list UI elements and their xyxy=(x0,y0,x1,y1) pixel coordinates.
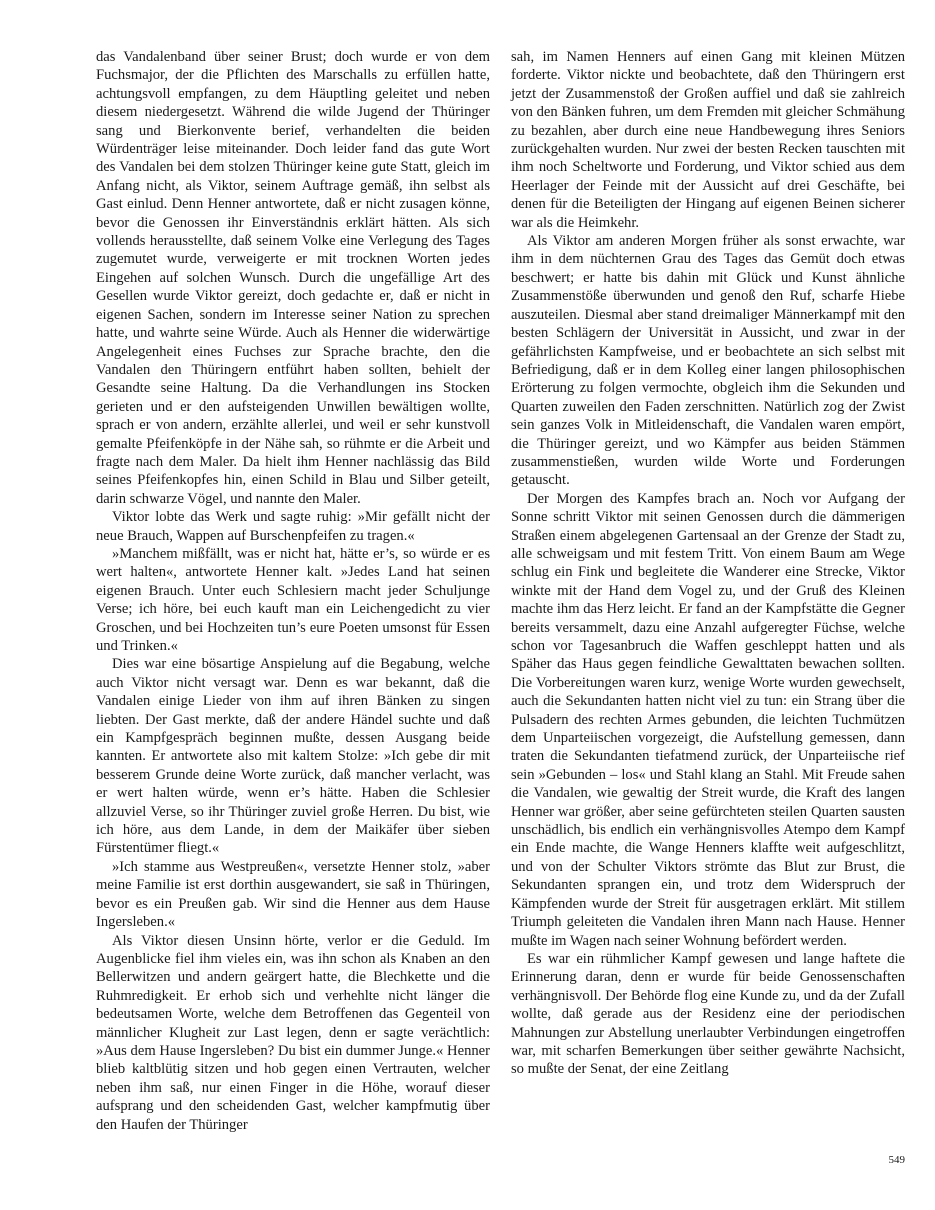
paragraph: Dies war eine bösartige Anspielung auf die Begabung, welche auch Viktor nicht versagt war. Denn es war bekannt, daß die Vandalen einige Lieder von ihm auf ihren Bänken zu singen liebten. Der Gast merkte, daß der andere Händel suchte und daß ein Kampfgespräch beginnen mußte, dessen Ausgang beide kannten. Er antwortete also mit kaltem Stolze: »Ich gebe dir mit besserem Grunde deine Worte zurück, daß mancher verlacht, was er wert halten würde, wenn er’s hätte. Haben die Schlesier allzuviel Verse, so ihr Thüringer zuviel große Herren. Du bist, wie ich höre, aus dem Lande, in dem der Maikäfer über sieben Fürstentümer fliegt.« xyxy=(96,656,490,857)
left-text-column xyxy=(96,48,490,1134)
paragraph: das Vandalenband über seiner Brust; doch wurde er von dem Fuchsmajor, der die Pflichten des Marschalls zu erfüllen hatte, achtungsvoll empfangen, zu dem Häuptling geleitet und neben diesem niedergesetzt. Während die wilde Jugend der Thüringer sang und Bierkonvente berief, verhandelten die beiden Würdenträger leise miteinander. Doch leider fand das gute Wort des Vandalen bei dem stolzen Thüringer keine gute Statt, gleich im Anfang nicht, als Viktor, seinem Auftrage gemäß, ihn selbst als Gast einlud. Denn Henner antwortete, daß er nicht zusagen könne, bevor die Genossen ihr Einverständnis erklärt hätten. Als sich vollends herausstellte, daß seinem Volke eine Verlegung des Tages zugemutet wurde, verweigerte er mit trocknen Worten jedes Eingehen auf solchen Wunsch. Durch die ungefällige Art des Gesellen wurde Viktor gereizt, doch gedachte er, daß er nicht in eigenen Sachen, sondern im Interesse seiner Nation zu sprechen hatte, und wahrte seine Würde. Auch als Henner die widerwärtige Angelegenheit eines Fuchses zur Sprache brachte, den die Vandalen den Thüringern entführt haben sollten, behielt der Gesandte seine Haltung. Da die Verhandlungen ins Stocken gerieten und er den aufsteigenden Unwillen bewältigen wollte, sprach er von andern, erzählte allerlei, und weil er sehr kunstvoll gemalte Pfeifenköpfe in der Nähe sah, so rühmte er die Arbeit und fragte nach dem Maler. Da hielt ihm Henner nachlässig das Bild seines Pfeifenkopfes hin, einen Schild in Blau und Silber geteilt, darin schwarze Vögel, und nannte den Maler. xyxy=(96,49,490,507)
paragraph: Als Viktor am anderen Morgen früher als sonst erwachte, war ihm in dem nüchternen Grau des Tages das Gemüt doch etwas beschwert; er hatte bis dahin mit Glück und Kunst ähnliche Zusammenstöße überwunden und genoß den Ruf, scharfe Hiebe auszuteilen. Diesmal aber stand dreimaliger Männerkampf mit den besten Schlägern der Universität in Aussicht, und zwar in der gefährlichsten Kampfweise, und er beobachtete an sich selbst mit Befriedigung, daß er in dem Kolleg einer langen philosophischen Erörterung zu folgen vermochte, obgleich ihm die Sekunden und Quarten zuweilen den Faden zerschnitten. Natürlich zog der Zwist sein ganzes Volk in Mitleidenschaft, die Vandalen waren empört, die Thüringer gereizt, und wo Kämpfer aus beiden Stämmen zusammenstießen, wurden wilde Worte und Forderungen getauscht. xyxy=(511,233,905,489)
paragraph: Der Morgen des Kampfes brach an. Noch vor Aufgang der Sonne schritt Viktor mit seinen Genossen durch die dämmerigen Straßen einem abgelegenen Gartensaal an der Grenze der Stadt zu, alle schweigsam und mit festem Tritt. Von einem Baum am Wege schlug ein Fink und begleitete die Wanderer eine Strecke, Viktor winkte mit der Hand dem Vogel zu, und der Gruß des Kleinen machte ihm das Herz leicht. Er fand an der Kampfstätte die Gegner bereits versammelt, dazu eine Anzahl aufgeregter Füchse, welche schon vor Tagesanbruch die Waffen geschleppt hatten und als Späher das Haus gegen feindliche Gewalttaten bewachen sollten. Die Vorbereitungen waren kurz, wenige Worte wurden gewechselt, auch die Sekundanten hatten nicht viel zu tun: ein Strang über die Pulsadern des rechten Armes gebunden, die leichten Tuchmützen dem Unparteiischen vorgezeigt, die Aufstellung gemessen, dann traten die Sekundanten tiefatmend zurück, der Unparteiische rief sein »Gebunden – los« und Stahl klang an Stahl. Mit Freude sahen die Vandalen, wie gewaltig der Streit wurde, die Kraft des langen Henner war größer, aber seine gefürchteten steilen Quarten sausten unschädlich, bis endlich ein verhängnisvolles Atempo dem Kampf ein Ende machte, die Wange Henners klaffte weit aufgeschlitzt, und von der Schulter Viktors strömte das Blut zur Brust, die Sekundanten sprangen ein, und trotz dem Widerspruch der Kämpfenden wurde der Streit für ausgetragen erklärt. Mit stillem Triumph geleiteten die Vandalen ihren Mann nach Hause. Henner mußte im Wagen nach seiner Wohnung befördert werden. xyxy=(511,490,905,949)
page-number: 549 xyxy=(888,1154,905,1166)
paragraph: Als Viktor diesen Unsinn hörte, verlor er die Geduld. Im Augenblicke fiel ihm vieles ein, was ihn schon als Knaben an den Bellerwitzen und andern geärgert hatte, die Blechkette und die Ruhmredigkeit. Er erhob sich und verhehlte nicht länger die bedeutsamen Worte, welche dem Betroffenen das Gegenteil von männlicher Klugheit zur Last legen, denn er sagte verächtlich: »Aus dem Hause Ingersleben? Du bist ein dummer Junge.« Henner blieb kaltblütig sitzen und hob gegen einen Vertrauten, welcher neben ihm saß, nur einen Finger in die Höhe, worauf dieser aufsprang und den scheidenden Gast, welcher kampfmutig über den Haufen der Thüringer xyxy=(96,932,490,1133)
paragraph: »Ich stamme aus Westpreußen«, versetzte Henner stolz, »aber meine Familie ist erst dorthin ausgewandert, sie saß in Thüringen, bevor es ein Preußen gab. Wir sind die Henner aus dem Hause Ingersleben.« xyxy=(96,858,490,931)
paragraph: Viktor lobte das Werk und sagte ruhig: »Mir gefällt nicht der neue Brauch, Wappen auf Burschenpfeifen zu tragen.« xyxy=(96,509,490,544)
paragraph: Es war ein rühmlicher Kampf gewesen und lange haftete die Erinnerung daran, denn er wurde für beide Genossenschaften verhängnisvoll. Der Behörde flog eine Kunde zu, und da der Zufall wollte, daß gerade aus der Residenz eine der periodischen Mahnungen zur Abstellung unerlaubter Verbindungen eingetroffen war, mit scharfen Bemerkungen über seither gewährte Nachsicht, so mußte der Senat, der eine Zeitlang xyxy=(511,950,905,1078)
paragraph: sah, im Namen Henners auf einen Gang mit kleinen Mützen forderte. Viktor nickte und beobachtete, daß den Thüringern erst jetzt der Zusammenstoß der Großen auffiel und daß sie zahlreich von den Bänken fuhren, um dem Fremden mit gleicher Schmähung zu bezahlen, aber durch eine neue Handbewegung ihres Seniors zurückgehalten wurden. Nur zwei der besten Recken tauschten mit ihm noch Scheltworte und Forderung, und Viktor schied aus dem Heerlager der Feinde mit der Aussicht auf drei Geschäfte, bei denen für die Beteiligten der Hingang auf eigenen Beinen sicherer war als die Heimkehr. xyxy=(511,49,905,231)
paragraph: »Manchem mißfällt, was er nicht hat, hätte er’s, so würde er es wert halten«, antwortete Henner kalt. »Jedes Land hat seinen eigenen Brauch. Unter euch Schlesiern macht jeder Schuljunge Verse; ich höre, bei euch kauft man ein Leichengedicht zu vier Groschen, und bei Hochzeiten tun’s eure Poeten umsonst für Essen und Trinken.« xyxy=(96,545,490,654)
right-text-column xyxy=(511,48,905,1079)
